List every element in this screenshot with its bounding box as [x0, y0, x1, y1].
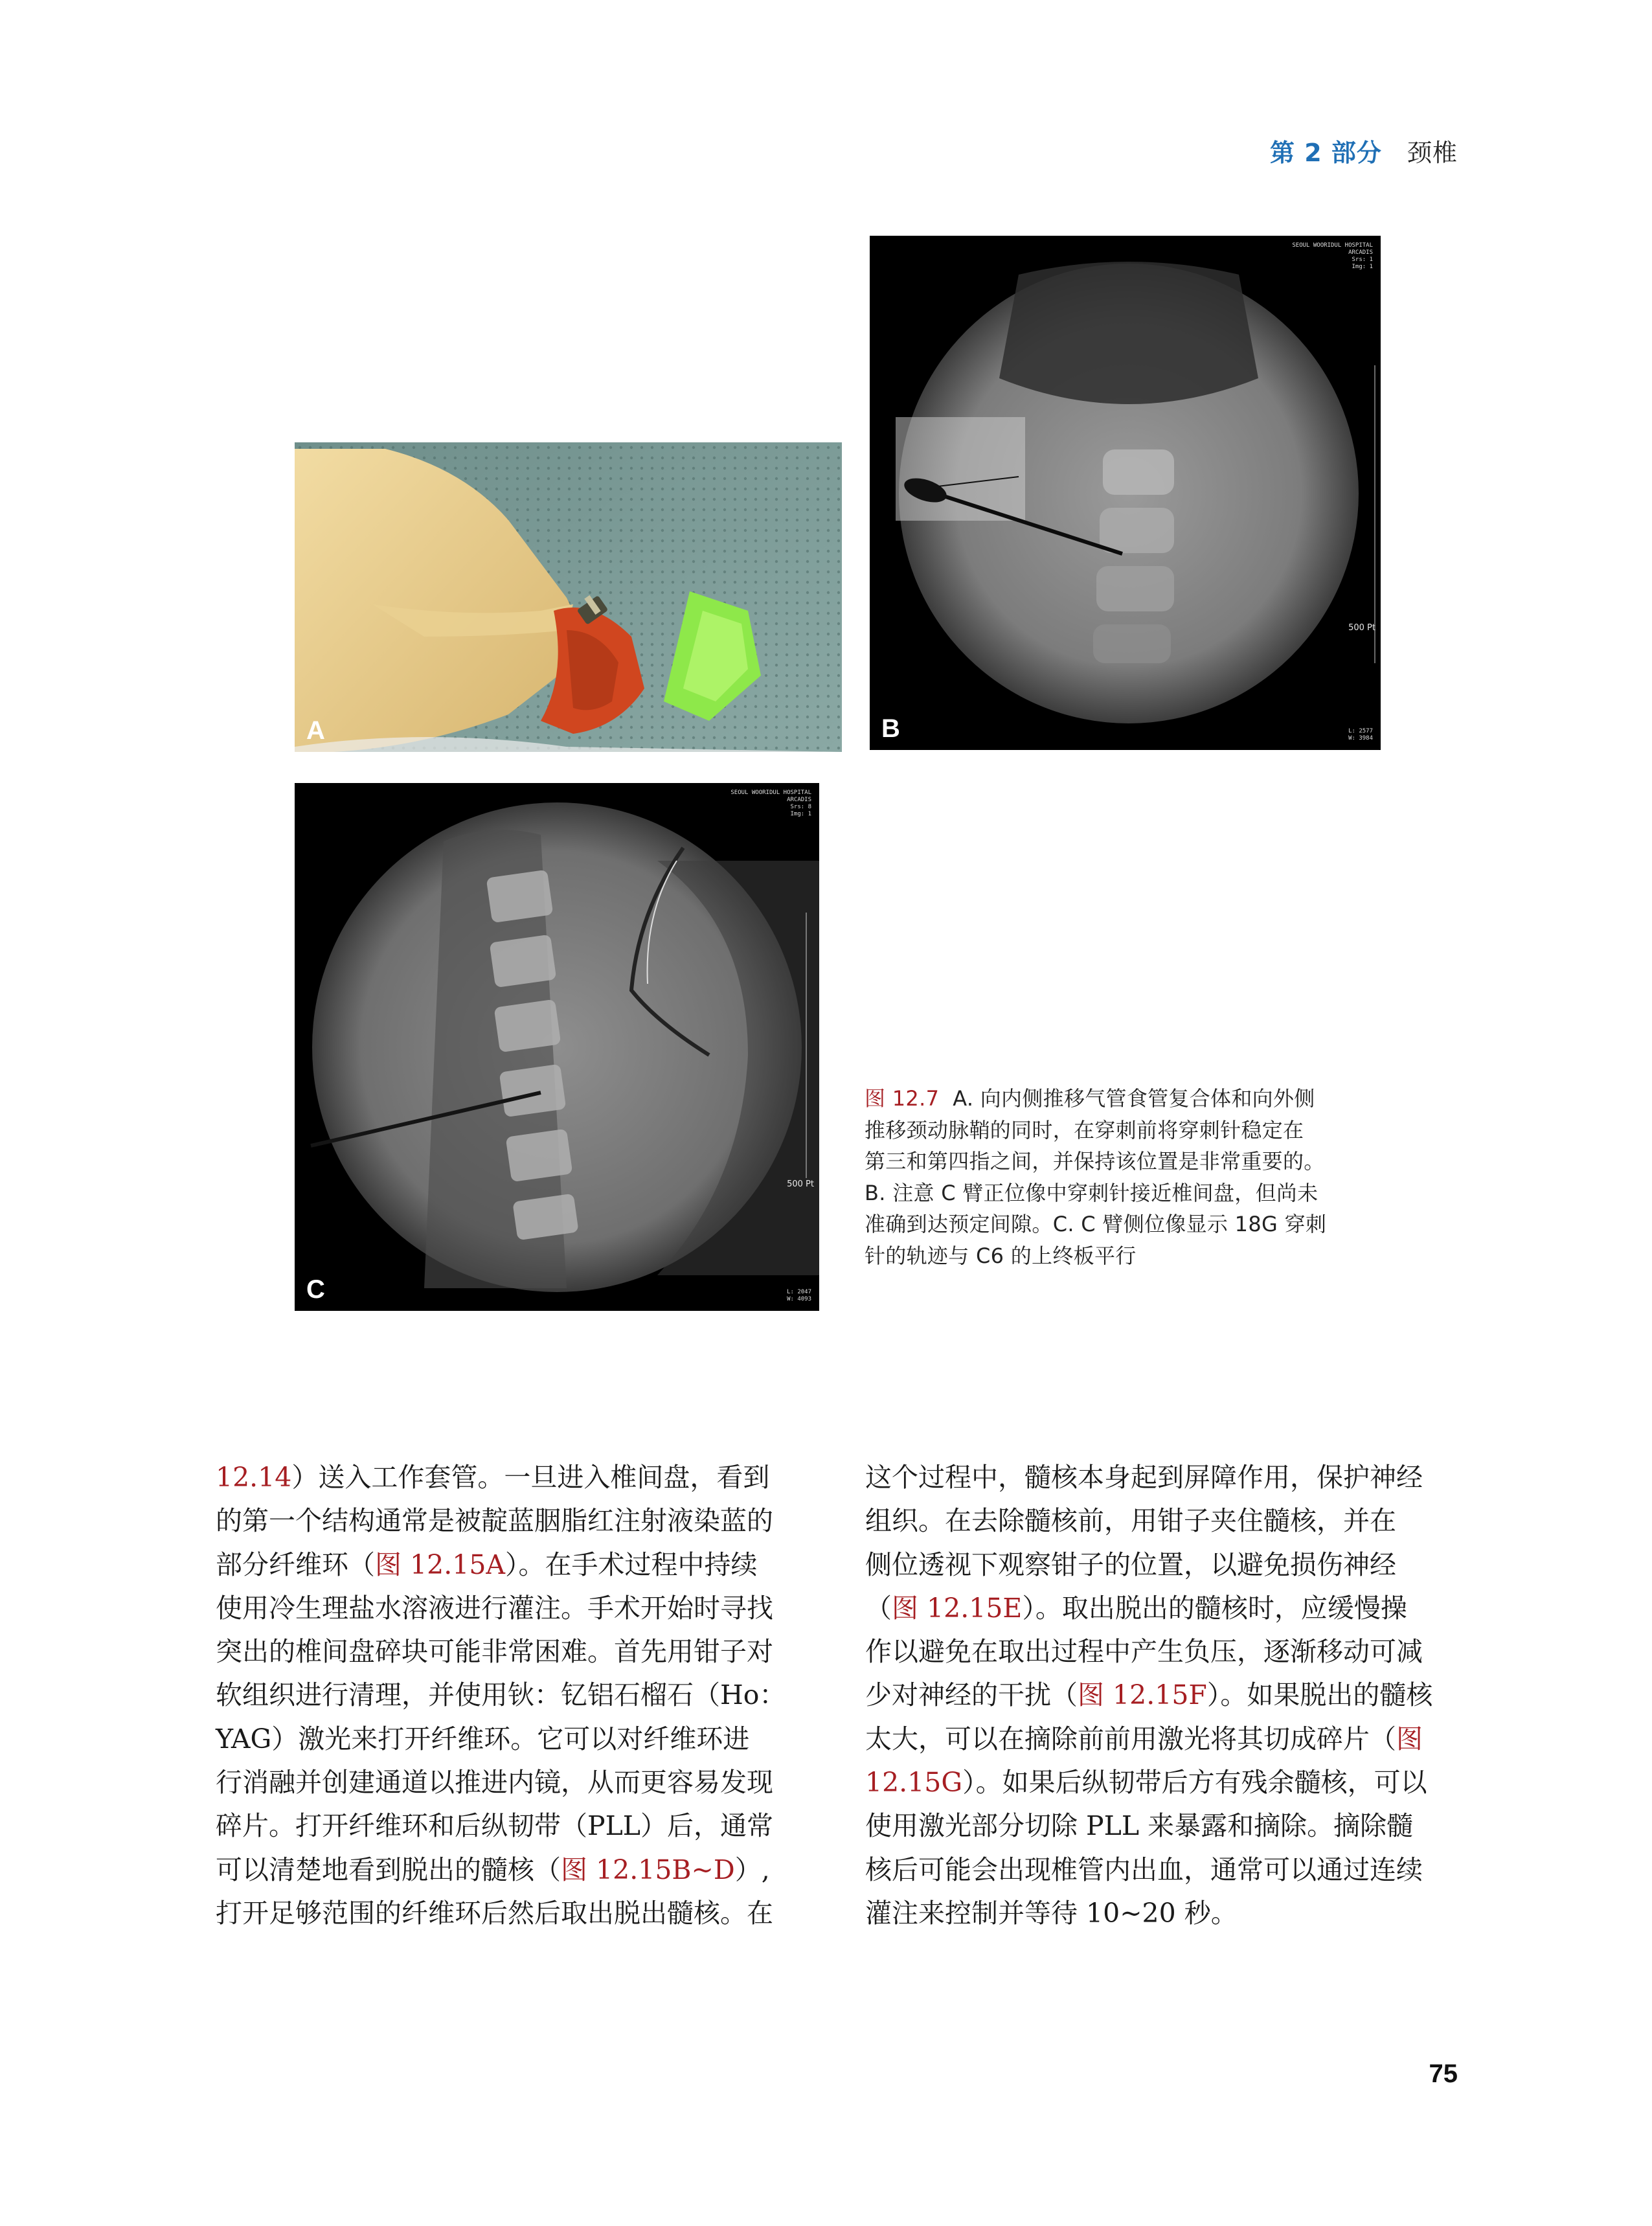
text-line: 打开足够范围的纤维环后然后取出脱出髓核。在	[216, 1897, 773, 1929]
figure-reference[interactable]: 图	[1396, 1723, 1423, 1755]
xray-info-line: Img: 1	[790, 811, 811, 817]
text-line: 软组织进行清理，并使用钬：钇铝石榴石（Ho：	[216, 1679, 786, 1711]
xray-info-line: ARCADIS	[787, 797, 811, 803]
window-info-c	[787, 1289, 811, 1303]
section-label: 颈椎	[1407, 139, 1458, 167]
xray-info-c	[730, 789, 811, 818]
xray-info-line: Srs: 1	[1352, 256, 1373, 263]
part-label: 第 2 部分	[1269, 139, 1382, 167]
page-number: 75	[1429, 2060, 1458, 2088]
xray-info-line: SEOUL WOORIDUL HOSPITAL	[1292, 242, 1373, 249]
xray-info-line: ARCADIS	[1348, 249, 1373, 256]
text-line: YAG）激光来打开纤维环。它可以对纤维环进	[216, 1723, 750, 1755]
figure-label: 图 12.7	[865, 1086, 940, 1111]
text-line: 组织。在去除髓核前，用钳子夹住髓核，并在	[865, 1505, 1396, 1537]
panel-label-a: A	[306, 716, 325, 745]
figure-reference[interactable]: 12.15G	[865, 1767, 963, 1799]
text-line: 少对神经的干扰（图 12.15F）。如果脱出的髓核	[865, 1679, 1433, 1711]
ap-fluoroscopy-image	[870, 236, 1381, 750]
window-line: L: 2047	[787, 1289, 811, 1295]
scale-label-b: 500 Pt	[1348, 623, 1375, 633]
window-line: L: 2577	[1348, 728, 1373, 734]
caption-line: B. 注意 C 臂正位像中穿刺针接近椎间盘，但尚未	[865, 1180, 1318, 1205]
text-line: 作以避免在取出过程中产生负压，逐渐移动可减	[865, 1636, 1423, 1668]
text-line: 12.14）送入工作套管。一旦进入椎间盘，看到	[216, 1462, 770, 1493]
body-column-right	[865, 1456, 1471, 1935]
xray-info-line: Img: 1	[1352, 264, 1373, 270]
text-line: （图 12.15E）。取出脱出的髓核时，应缓慢操	[865, 1592, 1407, 1624]
scale-label-c: 500 Pt	[787, 1179, 814, 1189]
figure-panel-a	[295, 442, 842, 752]
text-line: 使用激光部分切除 PLL 来暴露和摘除。摘除髓	[865, 1810, 1414, 1842]
caption-line: 第三和第四指之间，并保持该位置是非常重要的。	[865, 1149, 1325, 1174]
panel-label-c: C	[306, 1275, 325, 1304]
xray-info-line: SEOUL WOORIDUL HOSPITAL	[730, 789, 811, 796]
text-line: 行消融并创建通道以推进内镜，从而更容易发现	[216, 1767, 773, 1799]
text-line: 使用冷生理盐水溶液进行灌注。手术开始时寻找	[216, 1592, 773, 1624]
figure-panel-b	[870, 236, 1381, 750]
panel-label-b: B	[881, 714, 900, 743]
lateral-fluoroscopy-image	[295, 783, 819, 1311]
running-header	[1270, 133, 1458, 168]
surgical-photo	[295, 442, 842, 752]
xray-info-line: Srs: 8	[790, 804, 811, 810]
caption-line: 准确到达预定间隙。C. C 臂侧位像显示 18G 穿刺	[865, 1212, 1327, 1236]
text-line: 核后可能会出现椎管内出血，通常可以通过连续	[865, 1854, 1423, 1885]
caption-line	[865, 1083, 1447, 1115]
window-line: W: 4093	[787, 1296, 811, 1302]
figure-caption	[865, 1083, 1447, 1271]
body-column-left	[216, 1456, 821, 1935]
window-info-b	[1348, 728, 1373, 742]
caption-line: 推移颈动脉鞘的同时，在穿刺前将穿刺针稳定在	[865, 1117, 1304, 1142]
figure-reference[interactable]: 图 12.15E	[892, 1592, 1023, 1624]
figure-reference[interactable]: 图 12.15A	[375, 1549, 506, 1580]
text-line: 侧位透视下观察钳子的位置，以避免损伤神经	[865, 1549, 1396, 1580]
text-line: 太大，可以在摘除前前用激光将其切成碎片（图	[865, 1723, 1423, 1755]
figure-panel-c	[295, 783, 819, 1311]
text-line: 这个过程中，髓核本身起到屏障作用，保护神经	[865, 1462, 1423, 1493]
caption-text: A. 向内侧推移气管食管复合体和向外侧	[953, 1086, 1315, 1111]
text-line: 部分纤维环（图 12.15A）。在手术过程中持续	[216, 1549, 758, 1580]
text-line: 的第一个结构通常是被靛蓝胭脂红注射液染蓝的	[216, 1505, 773, 1537]
xray-info-b	[1292, 242, 1373, 271]
figure-reference[interactable]: 图 12.15B~D	[561, 1854, 735, 1885]
text-line: 灌注来控制并等待 10~20 秒。	[865, 1897, 1238, 1929]
text-line: 12.15G）。如果后纵韧带后方有残余髓核，可以	[865, 1767, 1427, 1799]
figure-reference[interactable]: 12.14	[216, 1462, 292, 1493]
caption-line: 针的轨迹与 C6 的上终板平行	[865, 1243, 1137, 1268]
window-line: W: 3984	[1348, 735, 1373, 742]
figure-reference[interactable]: 图 12.15F	[1078, 1679, 1207, 1711]
text-line: 突出的椎间盘碎块可能非常困难。首先用钳子对	[216, 1636, 773, 1668]
text-line: 碎片。打开纤维环和后纵韧带（PLL）后，通常	[216, 1810, 774, 1842]
text-line: 可以清楚地看到脱出的髓核（图 12.15B~D）,	[216, 1854, 770, 1885]
